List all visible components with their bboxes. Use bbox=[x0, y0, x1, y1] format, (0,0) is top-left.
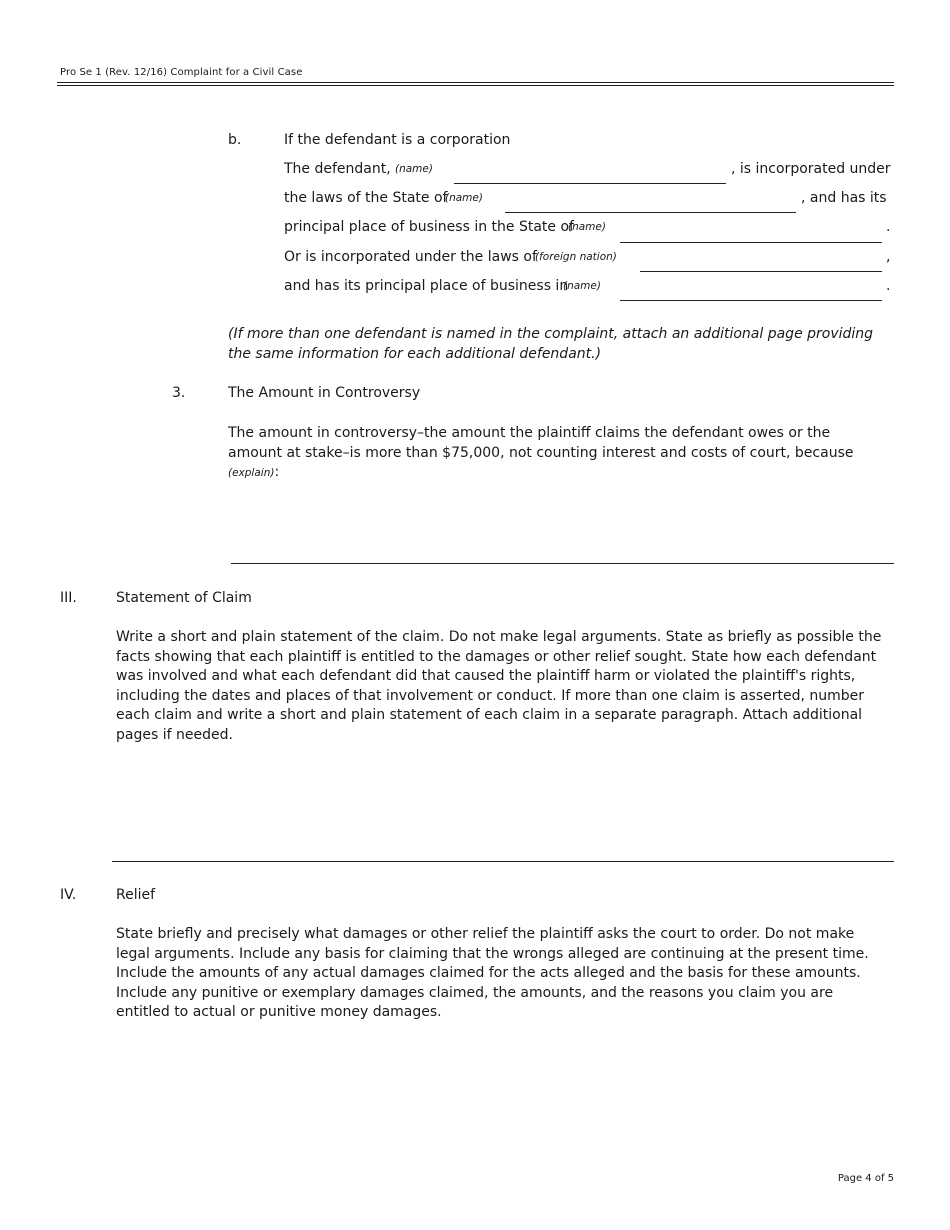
line1-suffix: , is incorporated under bbox=[731, 161, 891, 177]
line3-prefix: principal place of business in the State of bbox=[284, 219, 574, 235]
section-number-3: 3. bbox=[172, 385, 186, 401]
relief-instructions: State briefly and precisely what damages or other relief the plaintiff asks the court to order. Do not make legal arguments. Include any basis for claiming that the wrongs alleged are continuing at the present time. Include the amounts of any actual damages claimed for the acts alleged and the basis for these amounts. Include any punitive or exemplary damages claimed, the amounts, and the reasons you claim you are entitled to actual or punitive money damages. bbox=[116, 926, 869, 1021]
line5-prefix: and has its principal place of business in bbox=[284, 278, 569, 294]
section-numeral-iii: III. bbox=[60, 590, 77, 606]
form-identifier: Pro Se 1 (Rev. 12/16) Complaint for a Civil Case bbox=[60, 67, 303, 78]
line4-hint: (foreign nation) bbox=[535, 251, 617, 263]
foreign-business-place-field[interactable] bbox=[620, 283, 882, 301]
relief-heading: Relief bbox=[116, 887, 156, 903]
business-state-field[interactable] bbox=[620, 225, 882, 243]
item-letter-b: b. bbox=[228, 132, 242, 148]
amount-colon: : bbox=[274, 464, 280, 481]
claim-statement-field[interactable] bbox=[112, 734, 894, 862]
line5-suffix: . bbox=[886, 278, 891, 294]
page-number: Page 4 of 5 bbox=[837, 1173, 894, 1184]
amount-explanation-field[interactable] bbox=[231, 470, 894, 564]
line4-prefix: Or is incorporated under the laws of bbox=[284, 249, 537, 265]
line5-hint: (name) bbox=[563, 280, 601, 292]
incorporation-state-field[interactable] bbox=[505, 195, 796, 213]
line1-prefix: The defendant, bbox=[284, 161, 391, 177]
additional-defendant-note: (If more than one defendant is named in the complaint, attach an additional page providing the same information for each additional defendant.) bbox=[228, 326, 874, 362]
foreign-nation-field[interactable] bbox=[640, 254, 882, 272]
line2-hint: (name) bbox=[445, 192, 483, 204]
relief-statement-field[interactable] bbox=[112, 1030, 894, 1160]
defendant-name-field[interactable] bbox=[454, 166, 726, 184]
claim-instructions: Write a short and plain statement of the claim. Do not make legal arguments. State as briefly as possible the facts showing that each plaintiff is entitled to the damages or other relief sought. State how each defendant was involved and what each defendant did that caused the plaintiff harm or violated the plaintiff's rights, including the dates and places of that involvement or conduct. If more than one claim is asserted, number each claim and write a short and plain statement of each claim in a separate paragraph. Attach additional pages if needed. bbox=[116, 629, 882, 743]
line3-hint: (name) bbox=[568, 221, 606, 233]
line3-suffix: . bbox=[886, 219, 891, 235]
line4-suffix: , bbox=[886, 249, 891, 265]
amount-heading: The Amount in Controversy bbox=[228, 385, 421, 401]
amount-text: The amount in controversy–the amount the plaintiff claims the defendant owes or the amount at stake–is more than $75,000, not counting interest and costs of court, because bbox=[228, 425, 854, 461]
corporation-heading: If the defendant is a corporation bbox=[284, 132, 511, 148]
claim-heading: Statement of Claim bbox=[116, 590, 252, 606]
section-numeral-iv: IV. bbox=[60, 887, 77, 903]
explain-hint: (explain) bbox=[228, 467, 275, 480]
line1-hint: (name) bbox=[395, 163, 433, 175]
header-rule-bottom bbox=[57, 85, 894, 86]
line2-prefix: the laws of the State of bbox=[284, 190, 448, 206]
header-rule-top bbox=[57, 82, 894, 83]
line2-suffix: , and has its bbox=[801, 190, 887, 206]
